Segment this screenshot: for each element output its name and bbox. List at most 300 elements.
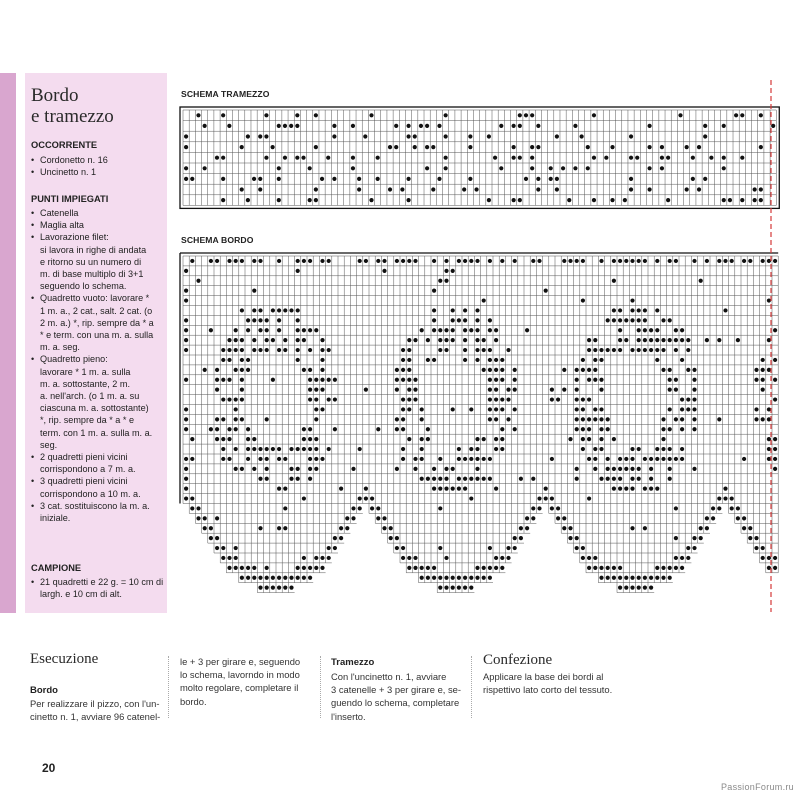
filled-square [754,407,758,411]
filled-square [252,467,256,471]
filled-square [382,526,386,530]
filled-square [252,566,256,570]
filled-square [376,259,380,263]
filled-square [488,259,492,263]
filled-square [630,348,634,352]
sidebar-title-line: Bordo [31,85,79,106]
filled-square [668,368,672,372]
filled-square [426,566,430,570]
filled-square [283,526,287,530]
filled-square [289,308,293,312]
filled-square [767,457,771,461]
filled-square [221,348,225,352]
watermark: PassionForum.ru [720,782,794,792]
filled-square [240,467,244,471]
text-line: rispettivo lato corto del tessuto. [483,684,613,696]
list-item-line: • 3 cat. sostituiscono la m. a. [40,500,150,511]
filled-square [302,496,306,500]
filled-square [451,338,455,342]
filled-square [444,576,448,580]
filled-square [612,259,616,263]
filled-square [463,338,467,342]
filled-square [500,566,504,570]
filled-square [500,358,504,362]
filled-square [271,308,275,312]
filled-square [425,145,429,149]
filled-square [711,506,715,510]
filled-square [637,348,641,352]
filled-square [674,378,678,382]
filled-square [296,576,300,580]
filled-square [463,358,467,362]
filled-square [568,526,572,530]
filled-square [358,506,362,510]
filled-square [692,368,696,372]
filled-square [209,536,213,540]
filled-square [581,397,585,401]
filled-square [184,427,188,431]
filled-square [593,368,597,372]
filled-square [395,536,399,540]
filled-square [550,496,554,500]
filled-square [407,397,411,401]
filled-square [488,318,492,322]
filled-square [376,156,380,160]
filled-square [463,586,467,590]
filled-square [525,516,529,520]
filled-square [637,576,641,580]
filled-square [296,269,300,273]
filled-square [487,198,491,202]
list-item-line: 2 m. a.) *, rip. sempre da * a [40,317,154,328]
filled-square [573,166,577,170]
filled-square [655,259,659,263]
filled-square [468,145,472,149]
filled-square [401,457,405,461]
filled-square [364,259,368,263]
filled-square [530,145,534,149]
filled-square [581,298,585,302]
filled-square [475,338,479,342]
list-item-line: si lavora in righe di andata [40,244,147,255]
filled-square [537,259,541,263]
filled-square [531,259,535,263]
filled-square [401,358,405,362]
filled-square [457,457,461,461]
filled-square [314,328,318,332]
filled-square [376,506,380,510]
filled-square [369,198,373,202]
list-item-line: 1 m. a., 2 cat., salt. 2 cat. (o [40,305,153,316]
filled-square [606,477,610,481]
filled-square [773,566,777,570]
filled-square [686,407,690,411]
schema-bordo-chart [180,253,778,593]
filled-square [333,397,337,401]
filled-square [271,378,275,382]
filled-square [674,328,678,332]
filled-square [581,407,585,411]
filled-square [308,166,312,170]
filled-square [568,437,572,441]
filled-square [308,198,312,202]
filled-square [413,397,417,401]
filled-square [326,156,330,160]
filled-square [308,576,312,580]
filled-square [432,328,436,332]
filled-square [184,328,188,332]
filled-square [606,427,610,431]
filled-square [407,368,411,372]
filled-square [277,328,281,332]
bordo-text-col2 [180,655,300,708]
filled-square [599,427,603,431]
filled-square [438,487,442,491]
filled-square [506,348,510,352]
filled-square [438,328,442,332]
filled-square [717,506,721,510]
filled-square [277,586,281,590]
filled-square [618,457,622,461]
filled-square [320,556,324,560]
filled-square [618,348,622,352]
filled-square [444,586,448,590]
filled-square [209,526,213,530]
filled-square [494,417,498,421]
filled-square [438,338,442,342]
filled-square [537,496,541,500]
filled-square [773,457,777,461]
filled-square [444,166,448,170]
filled-square [730,506,734,510]
filled-square [221,457,225,461]
text-line: le + 3 per girare e, seguendo [180,656,301,667]
filled-square [623,198,627,202]
filled-square [407,259,411,263]
filled-square [240,576,244,580]
filled-square [296,447,300,451]
filled-square [457,487,461,491]
filled-square [512,124,516,128]
filled-square [630,298,634,302]
filled-square [406,134,410,138]
filled-square [618,487,622,491]
filled-square [734,113,738,117]
filled-square [451,318,455,322]
filled-square [296,467,300,471]
filled-square [723,487,727,491]
filled-square [451,407,455,411]
filled-square [432,358,436,362]
filled-square [190,457,194,461]
filled-square [302,368,306,372]
filled-square [221,556,225,560]
filled-square [494,556,498,560]
filled-square [184,298,188,302]
filled-square [759,113,763,117]
filled-square [536,187,540,191]
filled-square [518,198,522,202]
filled-square [289,124,293,128]
list-item-line: lavorare * 1 m. a. sulla [40,366,131,377]
filled-square [431,145,435,149]
filled-square [265,348,269,352]
filled-square [227,124,231,128]
filled-square [599,576,603,580]
filled-square [413,388,417,392]
filled-square [308,378,312,382]
filled-square [500,447,504,451]
filled-square [227,348,231,352]
filled-square [494,358,498,362]
filled-square [587,348,591,352]
filled-square [203,124,207,128]
filled-square [624,586,628,590]
filled-square [773,437,777,441]
filled-square [240,145,244,149]
campione-heading: CAMPIONE [31,563,82,573]
filled-square [573,124,577,128]
filled-square [575,536,579,540]
filled-square [451,308,455,312]
filled-square [382,269,386,273]
filled-square [647,124,651,128]
filled-square [742,526,746,530]
filled-square [604,156,608,160]
list-item-line: m. a. sottostante, 2 m. [40,378,130,389]
filled-square [630,576,634,580]
filled-square [395,467,399,471]
filled-square [395,427,399,431]
occorrente-heading: OCCORRENTE [31,140,98,150]
list-item-line: seg. [40,439,58,450]
filled-square [593,348,597,352]
filled-square [488,368,492,372]
filled-square [630,259,634,263]
filled-square [630,477,634,481]
filled-square [674,536,678,540]
filled-square [302,566,306,570]
filled-square [482,298,486,302]
filled-square [593,447,597,451]
filled-square [258,187,262,191]
filled-square [488,378,492,382]
filled-square [283,506,287,510]
filled-square [599,358,603,362]
filled-square [240,397,244,401]
filled-square [668,259,672,263]
list-item-line: • Catenella [40,208,79,218]
filled-square [773,378,777,382]
filled-square [475,447,479,451]
filled-square [246,368,250,372]
filled-square [277,576,281,580]
filled-square [530,156,534,160]
filled-square [705,516,709,520]
filled-square [494,437,498,441]
filled-square [432,259,436,263]
filled-square [227,437,231,441]
filled-square [754,368,758,372]
filled-square [246,328,250,332]
filled-square [320,378,324,382]
filled-square [674,348,678,352]
filled-square [655,328,659,332]
filled-square [655,447,659,451]
filled-square [482,368,486,372]
filled-square [463,308,467,312]
list-item-line: seguendo lo schema. [40,281,127,292]
list-item-line: iniziale. [40,513,71,524]
filled-square [240,338,244,342]
filled-square [494,368,498,372]
filled-square [544,496,548,500]
filled-square [475,348,479,352]
filled-square [264,134,268,138]
filled-square [246,576,250,580]
filled-square [587,397,591,401]
filled-square [370,496,374,500]
filled-square [308,437,312,441]
filled-square [438,586,442,590]
filled-square [413,467,417,471]
filled-square [561,166,565,170]
filled-square [518,113,522,117]
filled-square [314,457,318,461]
filled-square [630,526,634,530]
filled-square [661,417,665,421]
filled-square [314,467,318,471]
filled-square [544,289,548,293]
filled-square [252,318,256,322]
filled-square [730,496,734,500]
filled-square [647,187,651,191]
filled-square [488,348,492,352]
filled-square [469,407,473,411]
filled-square [438,506,442,510]
filled-square [203,368,207,372]
filled-square [258,586,262,590]
filled-square [581,368,585,372]
filled-square [203,516,207,520]
filled-square [655,457,659,461]
filled-square [432,477,436,481]
filled-square [618,576,622,580]
filled-square [203,526,207,530]
filled-square [500,397,504,401]
filled-square [339,487,343,491]
filled-square [451,586,455,590]
filled-square [196,506,200,510]
list-item-line: • Lavorazione filet: [40,232,109,243]
filled-square [296,308,300,312]
filled-square [680,358,684,362]
filled-square [227,397,231,401]
filled-square [692,417,696,421]
filled-square [382,516,386,520]
filled-square [308,566,312,570]
confezione-text [483,670,612,696]
filled-square [586,145,590,149]
filled-square [252,259,256,263]
filled-square [283,338,287,342]
filled-square [709,156,713,160]
filled-square [327,546,331,550]
filled-square [624,457,628,461]
filled-square [295,113,299,117]
filled-square [401,447,405,451]
filled-square [674,566,678,570]
filled-square [586,166,590,170]
filled-square [413,145,417,149]
filled-square [196,279,200,283]
filled-square [513,259,517,263]
filled-square [754,536,758,540]
filled-square [314,378,318,382]
filled-square [674,388,678,392]
filled-square [629,134,633,138]
filled-square [184,457,188,461]
filled-square [333,546,337,550]
filled-square [215,378,219,382]
filled-square [723,259,727,263]
filled-square [599,437,603,441]
filled-square [537,506,541,510]
filled-square [258,348,262,352]
filled-square [407,407,411,411]
filled-square [512,145,516,149]
filled-square [599,378,603,382]
filled-square [512,198,516,202]
filled-square [215,368,219,372]
filled-square [624,487,628,491]
filled-square [234,427,238,431]
filled-square [513,378,517,382]
filled-square [761,556,765,560]
filled-square [302,427,306,431]
filled-square [203,166,207,170]
filled-square [327,447,331,451]
filled-square [308,427,312,431]
filled-square [234,447,238,451]
filled-square [530,166,534,170]
filled-square [655,576,659,580]
filled-square [221,198,225,202]
list-item-line: corrispondono a 7 m. a. [40,464,136,475]
filled-square [302,556,306,560]
filled-square [215,427,219,431]
filled-square [512,156,516,160]
filled-square [722,198,726,202]
filled-square [630,467,634,471]
filled-square [351,156,355,160]
filled-square [618,566,622,570]
filled-square [388,187,392,191]
filled-square [612,279,616,283]
list-item-line: • Maglia alta [40,220,84,231]
filled-square [314,566,318,570]
filled-square [419,124,423,128]
filled-square [444,156,448,160]
filled-square [215,259,219,263]
filled-square [692,378,696,382]
filled-square [302,576,306,580]
filled-square [234,407,238,411]
filled-square [668,566,672,570]
filled-square [599,477,603,481]
filled-square [401,378,405,382]
filled-square [407,378,411,382]
